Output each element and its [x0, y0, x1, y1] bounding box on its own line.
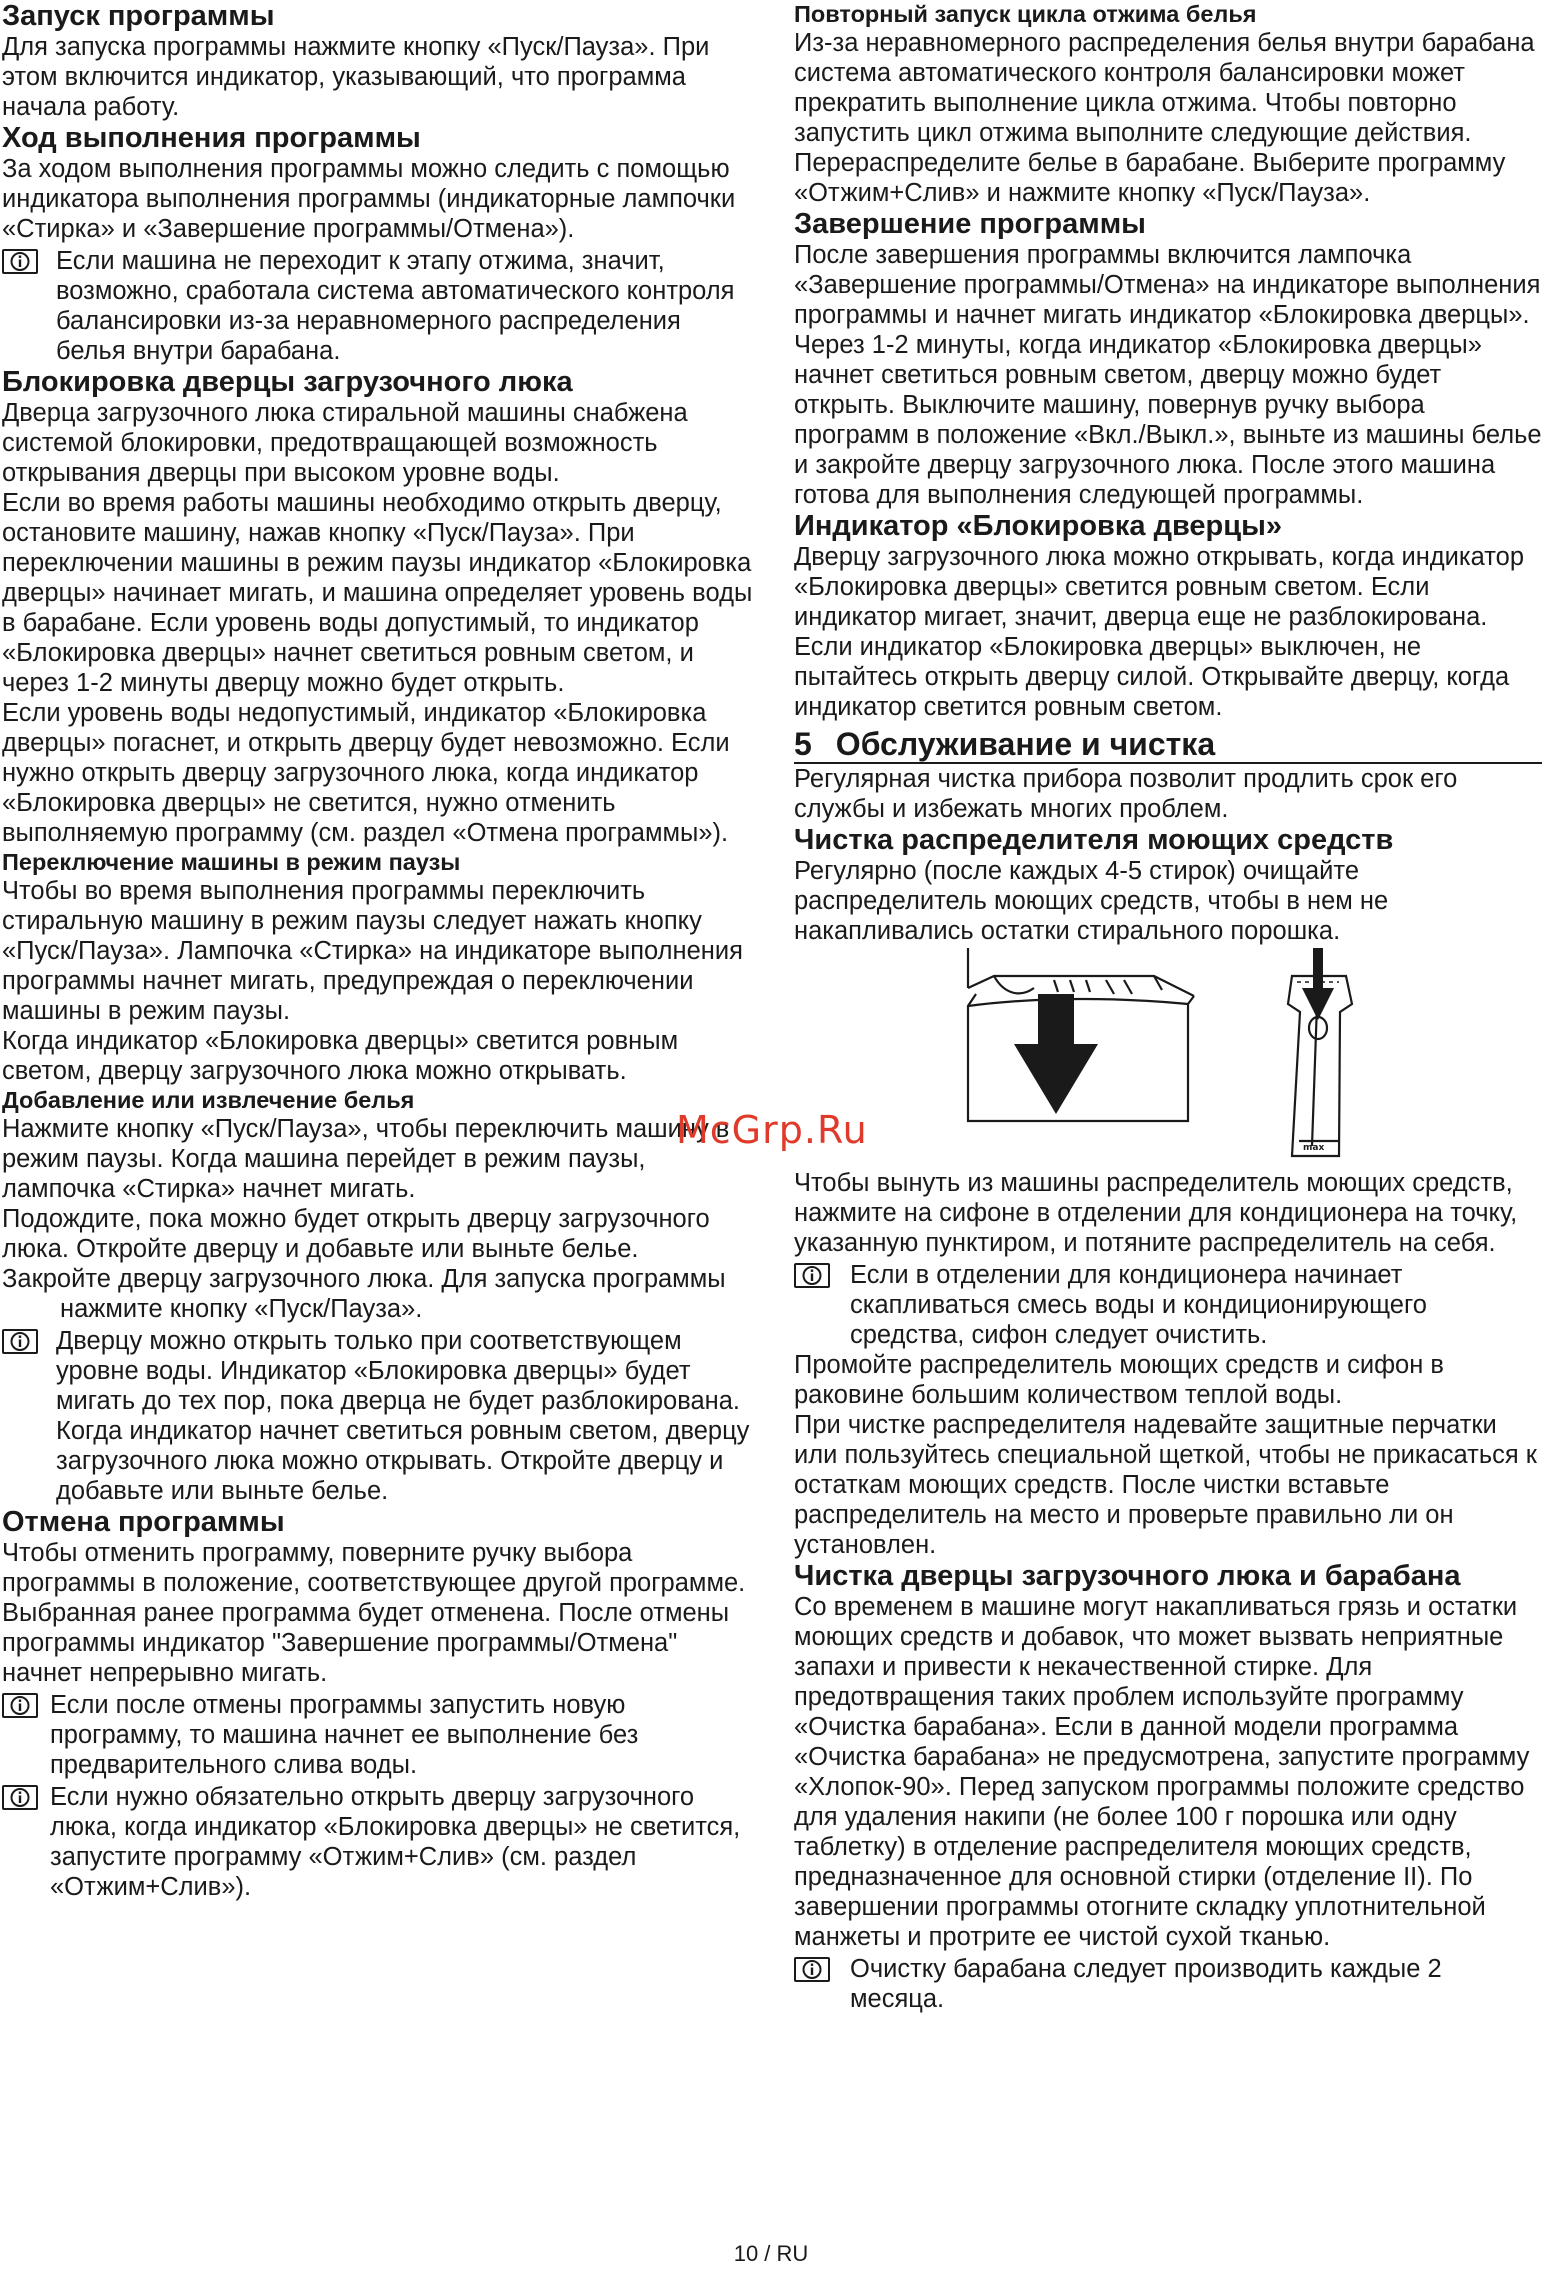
- paragraph-rinse-1: Промойте распределитель моющих средств и сифон в раковине большим количеством теплой воды.: [794, 1351, 1444, 1409]
- heading-pause: Переключение машины в режим паузы: [2, 849, 461, 875]
- section-number: 5: [794, 726, 812, 762]
- note-door: [2, 1326, 754, 1506]
- info-icon: [2, 249, 38, 274]
- note-spin: [2, 246, 754, 366]
- heading-launch: Запуск программы: [2, 0, 275, 32]
- note-drum-text: Очистку барабана следует производить каждые 2 месяца.: [850, 1955, 1442, 2013]
- note-cancel-2-text: Если нужно обязательно открыть дверцу загрузочного люка, когда индикатор «Блокировка дверцы» не светится, запустите программу «Отжим+Слив» (см. раздел «Отжим+Слив»).: [50, 1783, 741, 1901]
- note-siphon: [794, 1260, 1542, 1350]
- watermark: McGrp.Ru: [676, 1108, 868, 1152]
- note-spin-text: Если машина не переходит к этапу отжима, значит, возможно, сработала система автоматического контроля балансировки из-за неравномерного распределения белья внутри барабана.: [56, 247, 735, 365]
- note-drum: [794, 1954, 1542, 2014]
- info-icon: [794, 1263, 830, 1288]
- paragraph-add-3: Закройте дверцу загрузочного люка. Для запуска программы нажмите кнопку «Пуск/Пауза».: [2, 1265, 726, 1323]
- heading-lock-indicator: Индикатор «Блокировка дверцы»: [794, 510, 1282, 542]
- paragraph-launch: Для запуска программы нажмите кнопку «Пуск/Пауза». При этом включится индикатор, указывающий, что программа начала работу.: [2, 33, 710, 121]
- paragraph-drum-cleaning: Со временем в машине могут накапливаться грязь и остатки моющих средств и добавок, что может вызвать неприятные запахи и привести к некачественной стирке. Для предотвращения таких проблем используйте программу «Очистка барабана». Если в данной модели программа «Очистка барабана» не предусмотрена, запустите программу «Хлопок-90». Перед запуском программы положите средство для удаления накипи (не более 100 г порошка или одну таблетку) в отделение распределителя моющих средств, предназначенное для основной стирки (отделение II). По завершении программы отогните складку уплотнительной манжеты и протрите ее чистой сухой тканью.: [794, 1593, 1530, 1951]
- note-cancel-1-text: Если после отмены программы запустить новую программу, то машина начнет ее выполнение без предварительного слива воды.: [50, 1691, 639, 1779]
- heading-program-end: Завершение программы: [794, 208, 1146, 240]
- heading-lock: Блокировка дверцы загрузочного люка: [2, 366, 573, 398]
- heading-add-remove: Добавление или извлечение белья: [2, 1087, 415, 1113]
- heading-drum-cleaning: Чистка дверцы загрузочного люка и барабана: [794, 1560, 1461, 1592]
- paragraph-add-2: Подождите, пока можно будет открыть дверцу загрузочного люка. Откройте дверцу и добавьте или выньте белье.: [2, 1205, 710, 1263]
- note-siphon-text: Если в отделении для кондиционера начинает скапливаться смесь воды и кондиционирующего средства, сифон следует очистить.: [850, 1261, 1427, 1349]
- section-heading: [794, 726, 1542, 764]
- note-cancel-2: [2, 1782, 754, 1902]
- heading-cancel: Отмена программы: [2, 1506, 285, 1538]
- paragraph-add-1: Нажмите кнопку «Пуск/Пауза», чтобы переключить машину в режим паузы. Когда машина перейдет в режим паузы, лампочка «Стирка» начнет мигать.: [2, 1115, 730, 1203]
- paragraph-cancel: Чтобы отменить программу, поверните ручку выбора программы в положение, соответствующее другой программе. Выбранная ранее программа будет отменена. После отмены программы индикатор "Завершение программы/Отмена" начнет непрерывно мигать.: [2, 1539, 746, 1687]
- info-icon: [2, 1693, 38, 1718]
- paragraph-program-end: После завершения программы включится лампочка «Завершение программы/Отмена» на индикаторе выполнения программы и начнет мигать индикатор «Блокировка дверцы». Через 1-2 минуты, когда индикатор «Блокировка дверцы» начнет светиться ровным светом, дверцу можно будет открыть. Выключите машину, повернув ручку выбора программ в положение «Вкл./Выкл.», выньте из машины белье и закройте дверцу загрузочного люка. После этого машина готова для выполнения следующей программы.: [794, 241, 1542, 509]
- paragraph-respin-1: Из-за неравномерного распределения белья внутри барабана система автоматического контроля балансировки может прекратить выполнение цикла отжима. Чтобы повторно запустить цикл отжима выполните следующие действия.: [794, 29, 1535, 147]
- paragraph-pause-2: Когда индикатор «Блокировка дверцы» светится ровным светом, дверцу загрузочного люка можно открывать.: [2, 1027, 679, 1085]
- heading-progress: Ход выполнения программы: [2, 122, 421, 154]
- paragraph-remove-dispenser: Чтобы вынуть из машины распределитель моющих средств, нажмите на сифоне в отделении для кондиционера на точку, указанную пунктиром, и потяните распределитель на себя.: [794, 1169, 1518, 1257]
- paragraph-progress: За ходом выполнения программы можно следить с помощью индикатора выполнения программы (индикаторные лампочки «Стирка» и «Завершение программы/Отмена»).: [2, 155, 736, 243]
- section-title: Обслуживание и чистка: [835, 726, 1216, 762]
- heading-dispenser: Чистка распределителя моющих средств: [794, 824, 1394, 856]
- info-icon: [2, 1329, 38, 1354]
- paragraph-rinse-2: При чистке распределителя надевайте защитные перчатки или пользуйтесь специальной щеткой, чтобы не прикасаться к остаткам моющих средств. После чистки вставьте распределитель на место и проверьте правильно ли он установлен.: [794, 1411, 1537, 1559]
- paragraph-respin-2: Перераспределите белье в барабане. Выберите программу «Отжим+Слив» и нажмите кнопку «Пуск/Пауза».: [794, 149, 1506, 207]
- paragraph-lock-3: Если уровень воды недопустимый, индикатор «Блокировка дверцы» погаснет, и открыть дверцу будет невозможно. Если нужно открыть дверцу загрузочного люка, когда индикатор «Блокировка дверцы» не светится, нужно отменить выполняемую программу (см. раздел «Отмена программы»).: [2, 699, 730, 847]
- note-door-text: Дверцу можно открыть только при соответствующем уровне воды. Индикатор «Блокировка дверцы» будет мигать до тех пор, пока дверца не будет разблокирована. Когда индикатор начнет светиться ровным светом, дверцу загрузочного люка можно открывать. Откройте дверцу и добавьте или выньте белье.: [56, 1327, 750, 1505]
- info-icon: [794, 1957, 830, 1982]
- down-arrow-icon: [1014, 994, 1098, 1114]
- paragraph-dispenser: Регулярно (после каждых 4-5 стирок) очищайте распределитель моющих средств, чтобы в нем не накапливались остатки стирального порошка.: [794, 857, 1389, 945]
- right-column: [794, 0, 1542, 2014]
- heading-respin: Повторный запуск цикла отжима белья: [794, 1, 1257, 27]
- paragraph-pause-1: Чтобы во время выполнения программы переключить стиральную машину в режим паузы следует нажать кнопку «Пуск/Пауза». Лампочка «Стирка» на индикаторе выполнения программы начнет мигать, предупреждая о переключении машины в режим паузы.: [2, 877, 743, 1025]
- info-icon: [2, 1785, 38, 1810]
- paragraph-lock-1: Дверца загрузочного люка стиральной машины снабжена системой блокировки, предотвращающей возможность открывания дверцы при высоком уровне воды.: [2, 399, 688, 487]
- page-number: 10 / RU: [733, 2241, 809, 2266]
- note-cancel-1: [2, 1690, 754, 1780]
- paragraph-lock-indicator: Дверцу загрузочного люка можно открывать, когда индикатор «Блокировка дверцы» светится ровным светом. Если индикатор мигает, значит, дверца еще не разблокирована. Если индикатор «Блокировка дверцы» выключен, не пытайтесь открыть дверцу силой. Открывайте дверцу, когда индикатор светится ровным светом.: [794, 543, 1525, 721]
- press-point-arrow-icon: [1302, 948, 1334, 1020]
- dispenser-illustration: [794, 946, 1542, 1168]
- paragraph-maintenance: Регулярная чистка прибора позволит продлить срок его службы и избежать многих проблем.: [794, 765, 1458, 823]
- paragraph-lock-2: Если во время работы машины необходимо открыть дверцу, остановите машину, нажав кнопку «Пуск/Пауза». При переключении машины в режим паузы индикатор «Блокировка дверцы» начинает мигать, и машина определяет уровень воды в барабане. Если уровень воды допустимый, то индикатор «Блокировка дверцы» начнет светиться ровным светом, и через 1-2 минуты дверцу можно будет открыть.: [2, 489, 753, 697]
- siphon-max-label: max: [1303, 1143, 1325, 1153]
- left-column: [2, 0, 754, 1902]
- dispenser-figure: [794, 946, 1542, 1168]
